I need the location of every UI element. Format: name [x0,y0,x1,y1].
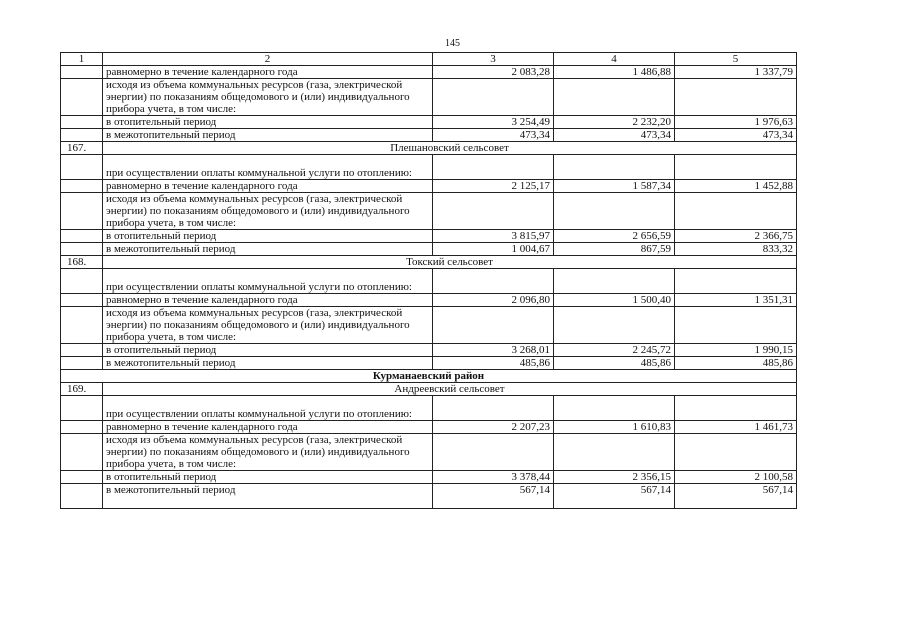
header-col-1: 1 [61,53,103,66]
row-label: в отопительный период [103,471,433,484]
value-col-4 [554,155,675,180]
row-index [61,79,103,116]
description-row [61,269,797,294]
value-col-4 [554,193,675,230]
row-index: 167. [61,142,103,155]
value-col-3: 2 096,80 [433,294,554,307]
value-col-5: 1 351,31 [675,294,797,307]
header-col-4: 4 [554,53,675,66]
value-col-3: 1 004,67 [433,243,554,256]
value-col-4: 1 500,40 [554,294,675,307]
row-label: в межотопительный период [103,484,433,509]
value-col-5: 485,86 [675,357,797,370]
row-index: 169. [61,383,103,396]
row-label: в межотопительный период [103,357,433,370]
value-col-4 [554,307,675,344]
description-row [61,396,797,421]
value-col-5: 1 990,15 [675,344,797,357]
value-col-5: 1 976,63 [675,116,797,129]
data-row [61,294,797,307]
section-title: Плешановский сельсовет [103,142,797,155]
value-col-4 [554,79,675,116]
row-index [61,357,103,370]
row-label: в отопительный период [103,230,433,243]
header-col-3: 3 [433,53,554,66]
value-col-4: 867,59 [554,243,675,256]
value-col-4: 473,34 [554,129,675,142]
tariff-table [60,52,797,509]
value-col-4 [554,396,675,421]
row-label: равномерно в течение календарного года [103,66,433,79]
row-index [61,396,103,421]
row-index [61,421,103,434]
value-col-3 [433,307,554,344]
section-title: Андреевский сельсовет [103,383,797,396]
value-col-4: 2 656,59 [554,230,675,243]
description-row [61,155,797,180]
value-col-4: 2 245,72 [554,344,675,357]
row-index [61,243,103,256]
value-col-4: 1 486,88 [554,66,675,79]
section-row [61,383,797,396]
row-label: равномерно в течение календарного года [103,421,433,434]
data-row [61,230,797,243]
value-col-5 [675,307,797,344]
row-label: равномерно в течение календарного года [103,180,433,193]
value-col-5 [675,79,797,116]
description-row [61,307,797,344]
data-row [61,344,797,357]
value-col-3: 3 254,49 [433,116,554,129]
row-index [61,307,103,344]
value-col-3: 3 268,01 [433,344,554,357]
value-col-3: 485,86 [433,357,554,370]
data-row [61,357,797,370]
value-col-5 [675,193,797,230]
value-col-5: 473,34 [675,129,797,142]
row-label: исходя из объема коммунальных ресурсов (газа, электрической энергии) по показаниям общедомового и (или) индивидуального прибора учета, в том числе: [103,434,433,471]
value-col-5: 2 100,58 [675,471,797,484]
section-title: Токский сельсовет [103,256,797,269]
row-label: равномерно в течение календарного года [103,294,433,307]
value-col-3 [433,155,554,180]
header-col-2: 2 [103,53,433,66]
value-col-4: 485,86 [554,357,675,370]
data-row [61,484,797,509]
data-row [61,129,797,142]
value-col-4 [554,434,675,471]
page-number: 145 [445,38,460,49]
row-label: в межотопительный период [103,243,433,256]
row-index [61,155,103,180]
row-label: при осуществлении оплаты коммунальной услуги по отоплению: [103,396,433,421]
district-row [61,370,797,383]
value-col-3 [433,434,554,471]
row-index [61,230,103,243]
section-row [61,142,797,155]
row-index [61,116,103,129]
row-label: исходя из объема коммунальных ресурсов (газа, электрической энергии) по показаниям общедомового и (или) индивидуального прибора учета, в том числе: [103,79,433,116]
value-col-4: 2 356,15 [554,471,675,484]
description-row [61,193,797,230]
row-index [61,66,103,79]
row-index [61,344,103,357]
row-index [61,180,103,193]
value-col-4: 1 587,34 [554,180,675,193]
description-row [61,434,797,471]
value-col-4: 1 610,83 [554,421,675,434]
value-col-5 [675,396,797,421]
value-col-5: 833,32 [675,243,797,256]
row-label: в отопительный период [103,344,433,357]
row-index: 168. [61,256,103,269]
value-col-3: 473,34 [433,129,554,142]
value-col-4: 567,14 [554,484,675,509]
value-col-5: 2 366,75 [675,230,797,243]
data-row [61,116,797,129]
section-row [61,256,797,269]
value-col-5: 1 337,79 [675,66,797,79]
value-col-3: 2 125,17 [433,180,554,193]
value-col-3: 2 207,23 [433,421,554,434]
district-title: Курманаевский район [61,370,797,383]
table-header-row [61,53,797,66]
data-row [61,180,797,193]
header-col-5: 5 [675,53,797,66]
row-label: в межотопительный период [103,129,433,142]
data-row [61,421,797,434]
value-col-3 [433,269,554,294]
value-col-5 [675,269,797,294]
value-col-5: 1 452,88 [675,180,797,193]
row-label: исходя из объема коммунальных ресурсов (газа, электрической энергии) по показаниям общедомового и (или) индивидуального прибора учета, в том числе: [103,193,433,230]
value-col-3 [433,79,554,116]
value-col-5: 1 461,73 [675,421,797,434]
data-row [61,471,797,484]
row-index [61,193,103,230]
value-col-3: 567,14 [433,484,554,509]
row-index [61,471,103,484]
value-col-5 [675,155,797,180]
value-col-3 [433,193,554,230]
row-label: при осуществлении оплаты коммунальной услуги по отоплению: [103,155,433,180]
value-col-3 [433,396,554,421]
tariff-table-body [61,53,797,509]
data-row [61,243,797,256]
description-row [61,79,797,116]
value-col-5: 567,14 [675,484,797,509]
value-col-4 [554,269,675,294]
row-index [61,294,103,307]
value-col-3: 3 378,44 [433,471,554,484]
row-label: в отопительный период [103,116,433,129]
row-index [61,484,103,509]
value-col-4: 2 232,20 [554,116,675,129]
data-row [61,66,797,79]
row-index [61,434,103,471]
row-label: исходя из объема коммунальных ресурсов (газа, электрической энергии) по показаниям общедомового и (или) индивидуального прибора учета, в том числе: [103,307,433,344]
value-col-5 [675,434,797,471]
row-index [61,269,103,294]
value-col-3: 3 815,97 [433,230,554,243]
row-label: при осуществлении оплаты коммунальной услуги по отоплению: [103,269,433,294]
row-index [61,129,103,142]
value-col-3: 2 083,28 [433,66,554,79]
